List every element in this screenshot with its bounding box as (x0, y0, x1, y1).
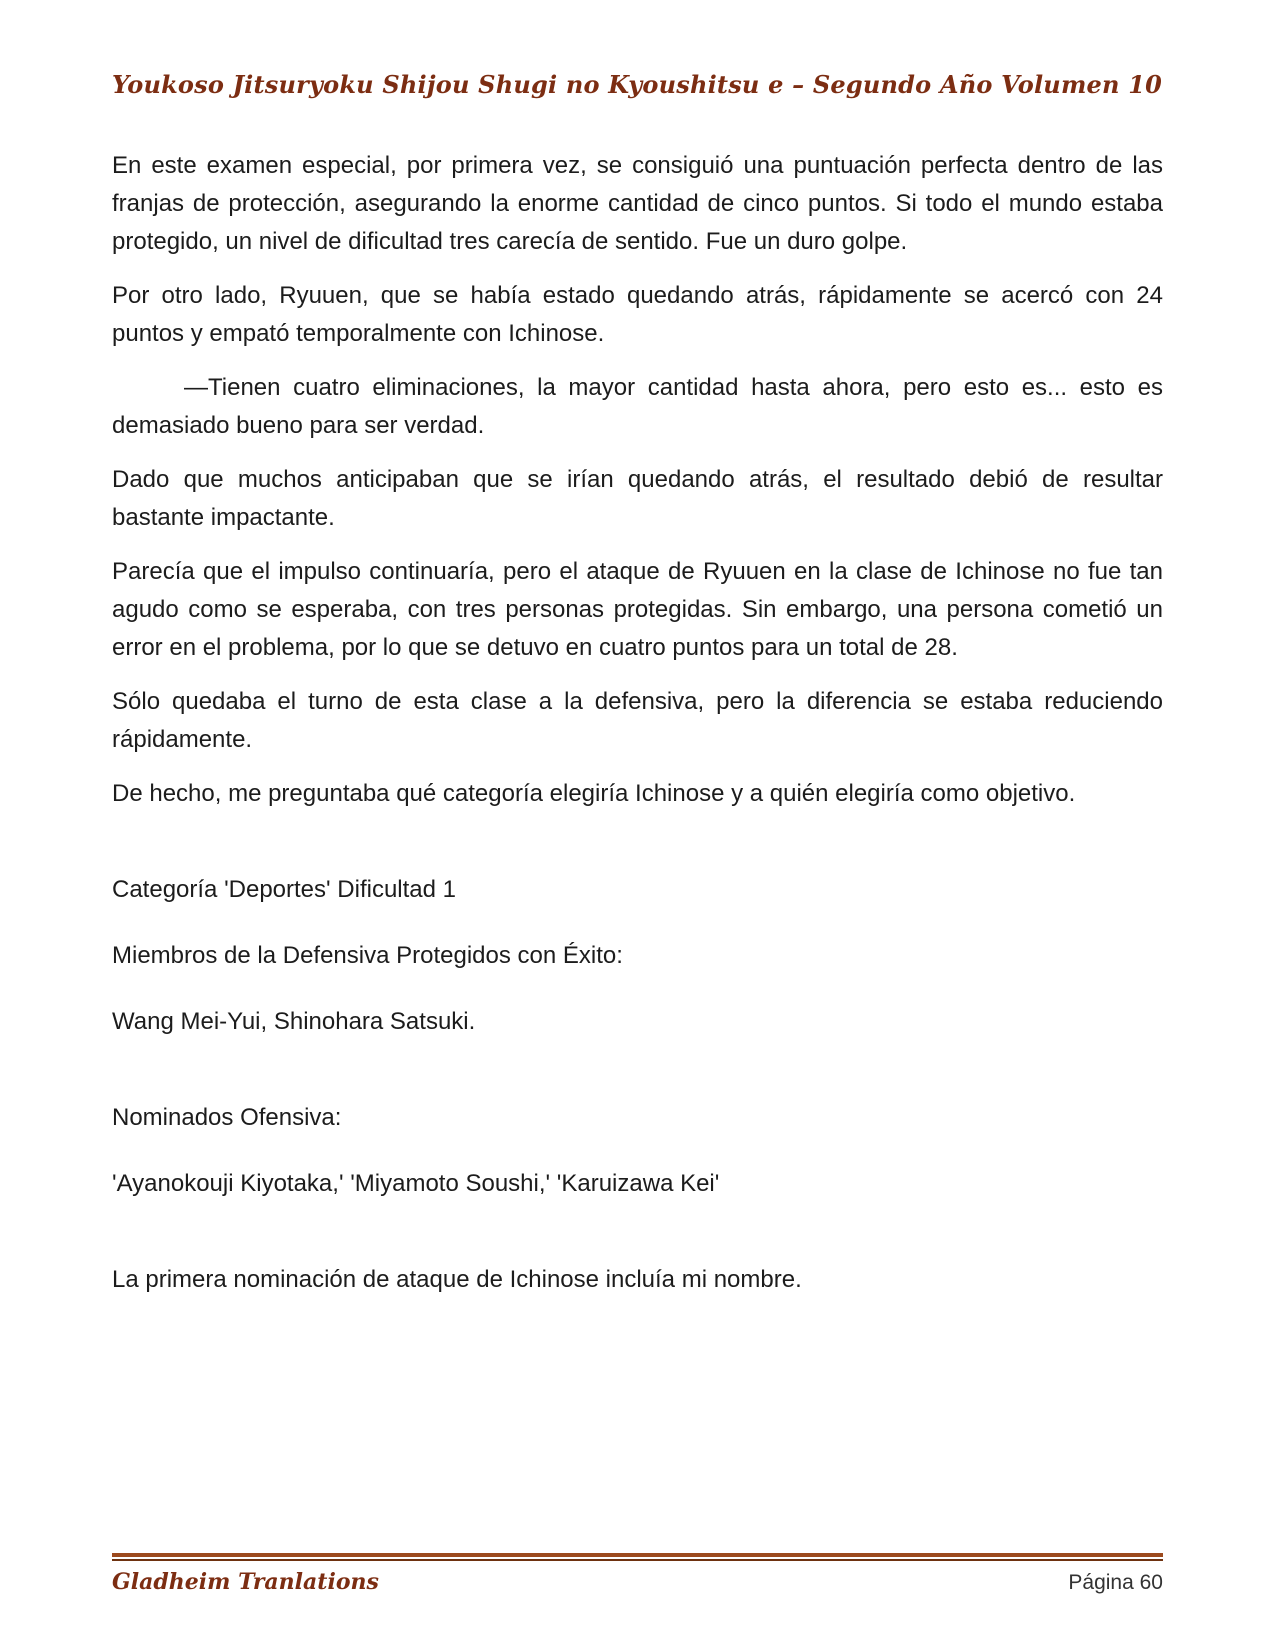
paragraph: Parecía que el impulso continuaría, pero el ataque de Ryuuen en la clase de Ichinose no fue tan agudo como se esperaba, con tres personas protegidas. Sin embargo, una persona cometió un error en el problema, por lo que se detuvo en cuatro puntos para un total de 28. (112, 558, 1163, 661)
paragraph: De hecho, me preguntaba qué categoría elegiría Ichinose y a quién elegiría como objetivo. (112, 780, 1076, 807)
paragraph-offense-names: 'Ayanokouji Kiyotaka,' 'Miyamoto Soushi,' 'Karuizawa Kei' (112, 1170, 720, 1197)
paragraph-defense-label: Miembros de la Defensiva Protegidos con Éxito: (112, 942, 623, 969)
paragraph: Dado que muchos anticipaban que se irían quedando atrás, el resultado debió de resultar bastante impactante. (112, 466, 1163, 531)
page-header (112, 70, 1163, 99)
paragraph-dialog: —Tienen cuatro eliminaciones, la mayor cantidad hasta ahora, pero esto es... esto es demasiado bueno para ser verdad. (112, 374, 1163, 439)
document-title: Youkoso Jitsuryoku Shijou Shugi no Kyoushitsu e – Segundo Año Volumen 10 (112, 70, 1163, 99)
paragraph: Sólo quedaba el turno de esta clase a la defensiva, pero la diferencia se estaba reduciendo rápidamente. (112, 688, 1163, 753)
paragraph-offense-label: Nominados Ofensiva: (112, 1104, 342, 1131)
translator-credit: Gladheim Tranlations (112, 1569, 379, 1595)
page-number: Página 60 (1068, 1571, 1163, 1594)
page-footer (112, 1553, 1163, 1595)
paragraph-category-heading: Categoría 'Deportes' Dificultad 1 (112, 876, 457, 903)
paragraph: Por otro lado, Ryuuen, que se había estado quedando atrás, rápidamente se acercó con 24 puntos y empató temporalmente con Ichinose. (112, 282, 1163, 347)
paragraph: En este examen especial, por primera vez, se consiguió una puntuación perfecta dentro de las franjas de protección, asegurando la enorme cantidad de cinco puntos. Si todo el mundo estaba protegido, un nivel de dificultad tres carecía de sentido. Fue un duro golpe. (112, 152, 1163, 255)
footer-divider (112, 1553, 1163, 1561)
paragraph-closing: La primera nominación de ataque de Ichinose incluía mi nombre. (112, 1266, 802, 1293)
paragraph-defense-names: Wang Mei-Yui, Shinohara Satsuki. (112, 1008, 476, 1035)
footer-bar (112, 1561, 1163, 1595)
document-body (112, 147, 1163, 1315)
